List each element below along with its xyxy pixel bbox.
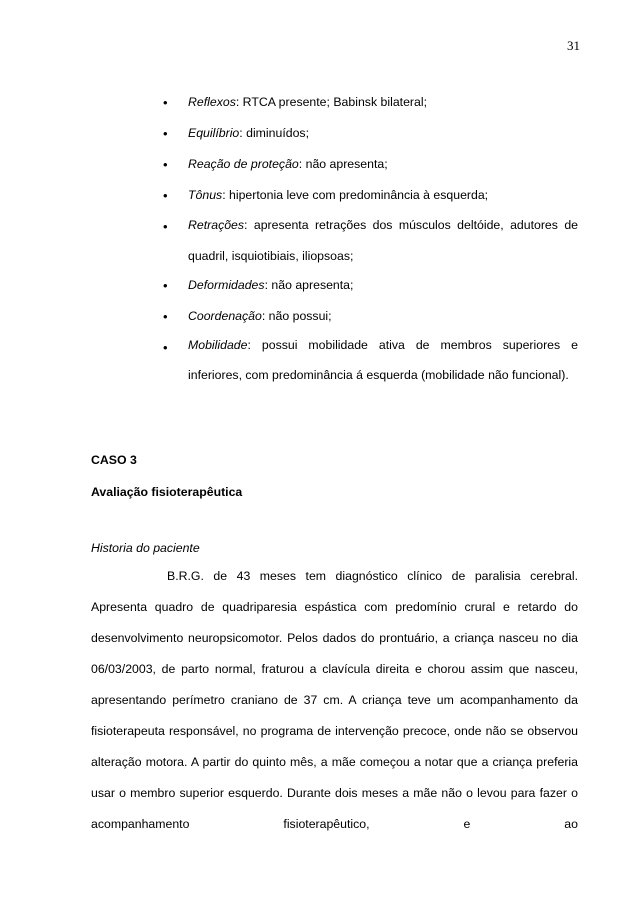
case-title: CASO 3 <box>91 453 137 467</box>
bullet-icon: • <box>163 95 168 110</box>
bullet-text: Tônus: hipertonia leve com predominância à esquerda; <box>188 188 489 202</box>
bullet-icon: • <box>163 219 168 234</box>
subsection-title: Historia do paciente <box>91 541 200 555</box>
bullet-text: Deformidades: não apresenta; <box>188 278 354 292</box>
bullet-icon: • <box>163 157 168 172</box>
patient-history-paragraph: B.R.G. de 43 meses tem diagnóstico clínico de paralisia cerebral. Apresenta quadro de quadriparesia espástica com predomínio crural e retardo do desenvolvimento neuropsicomotor. Pelos dados do prontuário, a criança nasceu no dia 06/03/2003, de parto normal, fraturou a clavícula direita e chorou assim que nasceu, apresentando perímetro craniano de 37 cm. A criança teve um acompanhamento da fisioterapeuta responsável, no programa de intervenção precoce, onde não se observou alteração motora. A partir do quinto mês, a mãe começou a notar que a criança preferia usar o membro superior esquerdo. Durante dois meses a mãe não o levou para fazer o acompanhamento fisioterapêutico, e ao <box>91 569 578 831</box>
bullet-icon: • <box>163 188 168 203</box>
bullet-icon: • <box>163 340 168 355</box>
bullet-icon: • <box>163 126 168 141</box>
bullet-text: Reação de proteção: não apresenta; <box>188 157 388 171</box>
bullet-text: Retrações: apresenta retrações dos músculos deltóide, adutores de quadril, isquiotibiais, iliopsoas; <box>188 218 578 263</box>
bullet-icon: • <box>163 309 168 324</box>
section-title: Avaliação fisioterapêutica <box>91 485 243 499</box>
bullet-text: Reflexos: RTCA presente; Babinsk bilateral; <box>188 95 427 109</box>
bullet-text: Mobilidade: possui mobilidade ativa de membros superiores e inferiores, com predominância á esquerda (mobilidade não funcional). <box>188 338 578 382</box>
bullet-text: Equilíbrio: diminuídos; <box>188 126 309 140</box>
page-number: 31 <box>567 38 580 53</box>
bullet-icon: • <box>163 278 168 293</box>
bullet-text: Coordenação: não possui; <box>188 309 332 323</box>
